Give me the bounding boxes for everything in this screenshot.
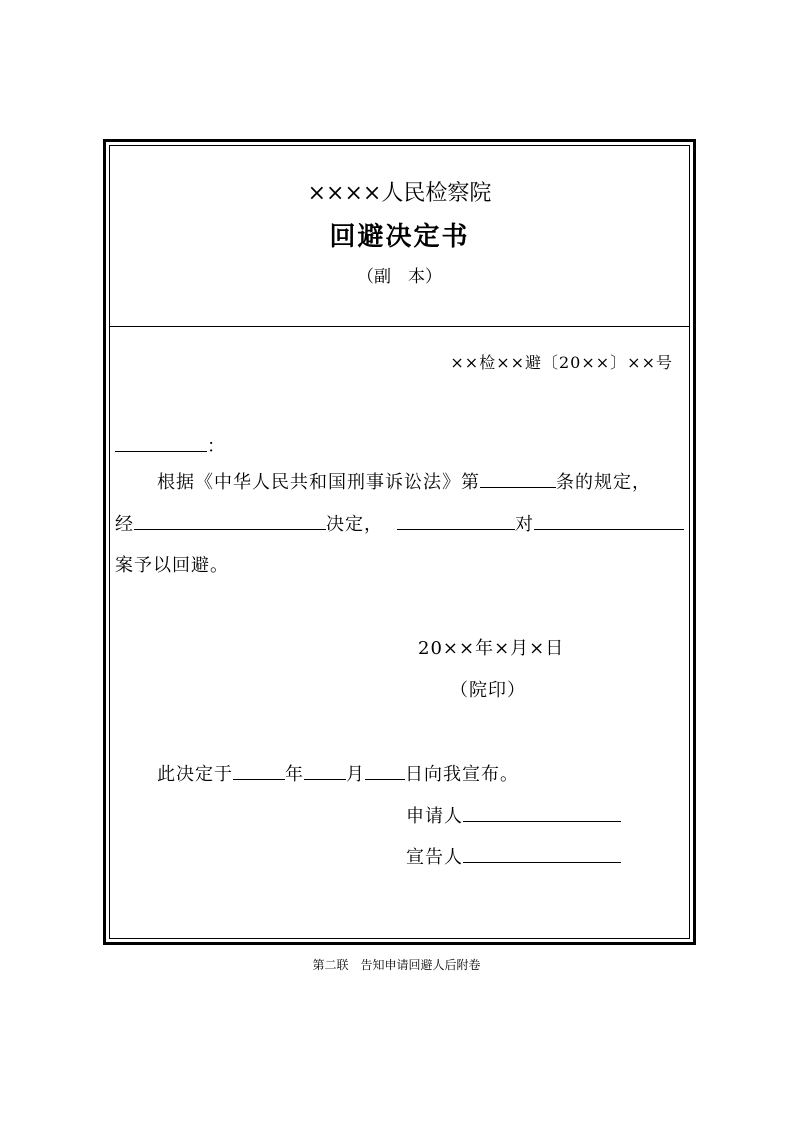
body-line2-pre: 经 [115,514,134,535]
body-line-2 [115,510,684,536]
document-inner-border [109,145,690,939]
copy-label: （副 本） [357,267,442,287]
month-blank [304,778,346,780]
body-line-1 [157,468,651,494]
announcer-signature-blank [463,861,621,863]
article-blank [480,486,556,488]
body-line2-mid: 决定， [326,514,383,535]
announcer-label: 宣告人 [406,847,463,868]
announce-line [157,760,519,786]
body-line-3: 案予以回避。 [115,555,229,576]
document-frame [103,139,696,945]
day-blank [365,778,405,780]
decision-date: 20××年×月×日 [418,638,565,659]
header-divider [110,326,689,327]
body-line1-post: 条的规定， [556,472,651,493]
decider-blank [134,528,326,530]
announce-year: 年 [285,764,304,785]
court-seal: （院印） [450,680,526,701]
announcer-line [406,843,621,869]
person-blank [397,528,515,530]
case-blank [534,528,684,530]
body-line1-pre: 根据《中华人民共和国刑事诉讼法》第 [157,472,480,493]
addressee-line [115,432,226,458]
footer-note: 第二联 告知申请回避人后附卷 [312,958,481,972]
year-blank [233,778,285,780]
applicant-line [406,802,621,828]
addressee-blank [115,450,207,452]
announce-month: 月 [346,764,365,785]
announce-day-post: 日向我宣布。 [405,764,519,785]
announce-pre: 此决定于 [157,764,233,785]
applicant-label: 申请人 [406,806,463,827]
document-title: 回避决定书 [329,222,470,252]
addressee-colon: ： [207,436,226,457]
applicant-signature-blank [463,820,621,822]
doc-number: ××检××避〔20××〕××号 [450,353,673,372]
body-line2-post: 对 [515,514,534,535]
org-name: ××××人民检察院 [307,181,492,206]
